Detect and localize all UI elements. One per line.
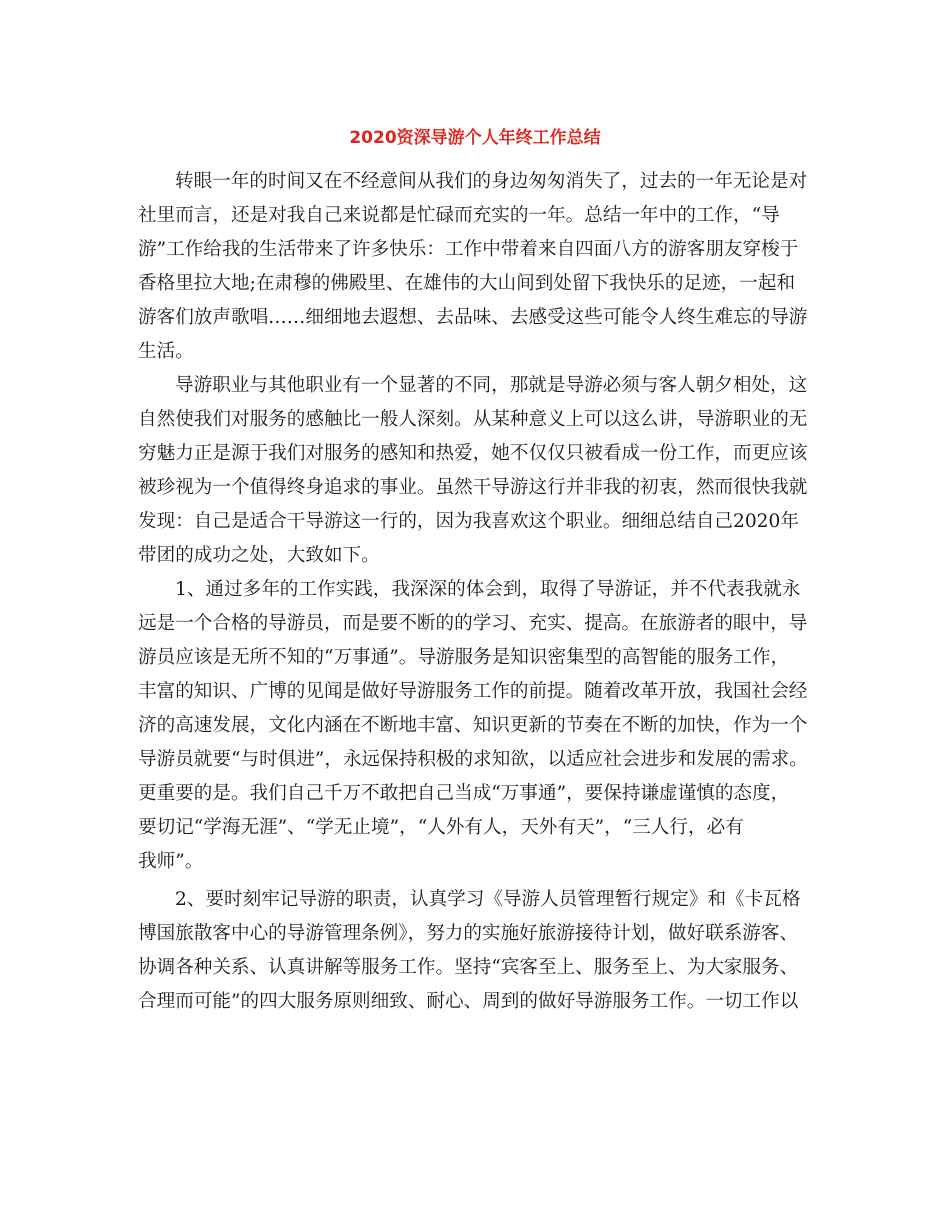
text-line: 穷魅力正是源于我们对服务的感知和热爱，她不仅仅只被看成一份工作，而更应该 — [138, 443, 808, 464]
text-line: 转眼一年的时间又在不经意间从我们的身边匆匆消失了，过去的一年无论是对 — [175, 171, 808, 192]
text-line: 济的高速发展，文化内涵在不断地丰富、知识更新的节奏在不断的加快，作为一个 — [138, 715, 808, 736]
document-body — [138, 165, 818, 1019]
text-line: 香格里拉大地;在肃穆的佛殿里、在雄伟的大山间到处留下我快乐的足迹，一起和 — [138, 273, 796, 294]
text-line: 我师”。 — [138, 851, 204, 872]
text-line: 远是一个合格的导游员，而是要不断的的学习、充实、提高。在旅游者的眼中，导 — [138, 613, 808, 634]
text-line: 更重要的是。我们自己千万不敢把自己当成“万事通”，要保持谦虚谨慎的态度， — [138, 783, 790, 804]
paragraph-3 — [138, 573, 818, 879]
text-line: 被珍视为一个值得终身追求的事业。虽然干导游这行并非我的初衷，然而很快我就 — [138, 477, 808, 498]
text-line: 协调各种关系、认真讲解等服务工作。坚持“宾客至上、服务至上、为大家服务、 — [138, 957, 799, 978]
paragraph-2 — [138, 369, 818, 573]
text-line: 合理而可能”的四大服务原则细致、耐心、周到的做好导游服务工作。一切工作以 — [138, 991, 799, 1012]
text-line: 自然使我们对服务的感触比一般人深刻。从某种意义上可以这么讲，导游职业的无 — [138, 409, 808, 430]
text-line: 生活。 — [138, 341, 194, 362]
text-line: 导游职业与其他职业有一个显著的不同，那就是导游必须与客人朝夕相处，这 — [175, 375, 808, 396]
text-line: 导游员就要“与时俱进”，永远保持积极的求知欲，以适应社会进步和发展的需求。 — [138, 749, 808, 770]
text-line: 博国旅散客中心的导游管理条例》，努力的实施好旅游接待计划，做好联系游客、 — [138, 923, 799, 944]
document-title: 2020资深导游个人年终工作总结 — [349, 128, 601, 148]
text-line: 2、要时刻牢记导游的职责，认真学习《导游人员管理暂行规定》和《卡瓦格 — [175, 889, 801, 910]
text-line: 要切记“学海无涯”、“学无止境”，“人外有人，天外有天”，“三人行，必有 — [138, 817, 744, 838]
paragraph-4 — [138, 883, 818, 1019]
text-line: 1、通过多年的工作实践，我深深的体会到，取得了导游证，并不代表我就永 — [175, 579, 801, 600]
text-line: 发现：自己是适合干导游这一行的，因为我喜欢这个职业。细细总结自己2020年 — [138, 511, 799, 532]
text-line: 丰富的知识、广博的见闻是做好导游服务工作的前提。随着改革开放，我国社会经 — [138, 681, 808, 702]
text-line: 游客们放声歌唱……细细地去遐想、去品味、去感受这些可能令人终生难忘的导游 — [138, 307, 808, 328]
text-line: 社里而言，还是对我自己来说都是忙碌而充实的一年。总结一年中的工作，“导 — [138, 205, 780, 226]
paragraph-1 — [138, 165, 818, 369]
text-line: 游员应该是无所不知的“万事通”。导游服务是知识密集型的高智能的服务工作， — [138, 647, 790, 668]
text-line: 带团的成功之处，大致如下。 — [138, 545, 380, 566]
text-line: 游”工作给我的生活带来了许多快乐：工作中带着来自四面八方的游客朋友穿梭于 — [138, 239, 799, 260]
